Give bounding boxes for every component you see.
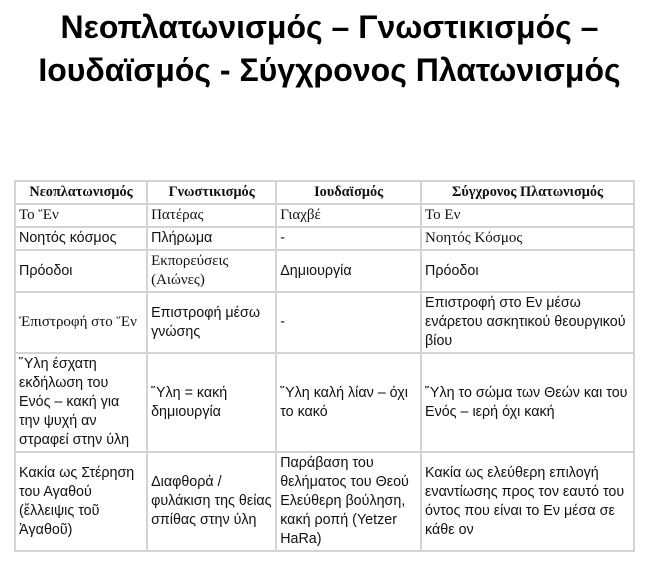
table-row: [15, 250, 634, 292]
table-row: [15, 227, 634, 250]
table-cell: Επιστροφή μέσω γνώσης: [147, 292, 276, 353]
column-header: Γνωστικισμός: [147, 181, 276, 204]
table-cell: Γιαχβέ: [276, 204, 421, 227]
table-cell: Δημιουργία: [276, 250, 421, 292]
table-cell: Νοητός κόσμος: [15, 227, 147, 250]
table-cell: Επιστροφή στο Εν μέσω ενάρετου ασκητικού θεουργικού βίου: [421, 292, 634, 353]
table-row: [15, 204, 634, 227]
table-cell: Κακία ως ελεύθερη επιλογή εναντίωσης προς τον εαυτό του όντος που είναι το Εν μέσα σε κάθε ον: [421, 452, 634, 551]
column-header: Νεοπλατωνισμός: [15, 181, 147, 204]
comparison-table: [14, 180, 635, 552]
table-cell: Κακία ως Στέρηση του Αγαθού (ἔλλειψις τοῦ Ἀγαθοῦ): [15, 452, 147, 551]
table-cell: Πρόοδοι: [15, 250, 147, 292]
table-cell: Το Εν: [421, 204, 634, 227]
table-cell: Διαφθορά / φυλάκιση της θείας σπίθας στην ύλη: [147, 452, 276, 551]
table-cell: Παράβαση του θελήματος του Θεού Ελεύθερη βούληση, κακή ροπή (Yetzer HaRa): [276, 452, 421, 551]
table-cell: Εκπορεύσεις (Αιώνες): [147, 250, 276, 292]
table-cell: -: [276, 292, 421, 353]
table-cell: Ὕλη το σώμα των Θεών και του Ενός – ιερή όχι κακή: [421, 353, 634, 452]
page-title: Νεοπλατωνισμός – Γνωστικισμός – Ιουδαϊσμός - Σύγχρονος Πλατωνισμός: [38, 9, 621, 88]
table-cell: Πρόοδοι: [421, 250, 634, 292]
column-header: Σύγχρονος Πλατωνισμός: [421, 181, 634, 204]
table-cell: -: [276, 227, 421, 250]
table-cell: Το Ἕν: [15, 204, 147, 227]
table-header-row: [15, 181, 634, 204]
table-cell: Νοητός Κόσμος: [421, 227, 634, 250]
table-cell: Πατέρας: [147, 204, 276, 227]
table-row: [15, 452, 634, 551]
table-cell: Ὕλη = κακή δημιουργία: [147, 353, 276, 452]
table-row: [15, 353, 634, 452]
table-cell: Ὕλη έσχατη εκδήλωση του Ενός – κακή για την ψυχή αν στραφεί στην ύλη: [15, 353, 147, 452]
table-cell: Ἐπιστροφή στο Ἕν: [15, 292, 147, 353]
column-header: Ιουδαϊσμός: [276, 181, 421, 204]
table-row: [15, 292, 634, 353]
table-cell: Ὕλη καλή λίαν – όχι το κακό: [276, 353, 421, 452]
table-cell: Πλήρωμα: [147, 227, 276, 250]
